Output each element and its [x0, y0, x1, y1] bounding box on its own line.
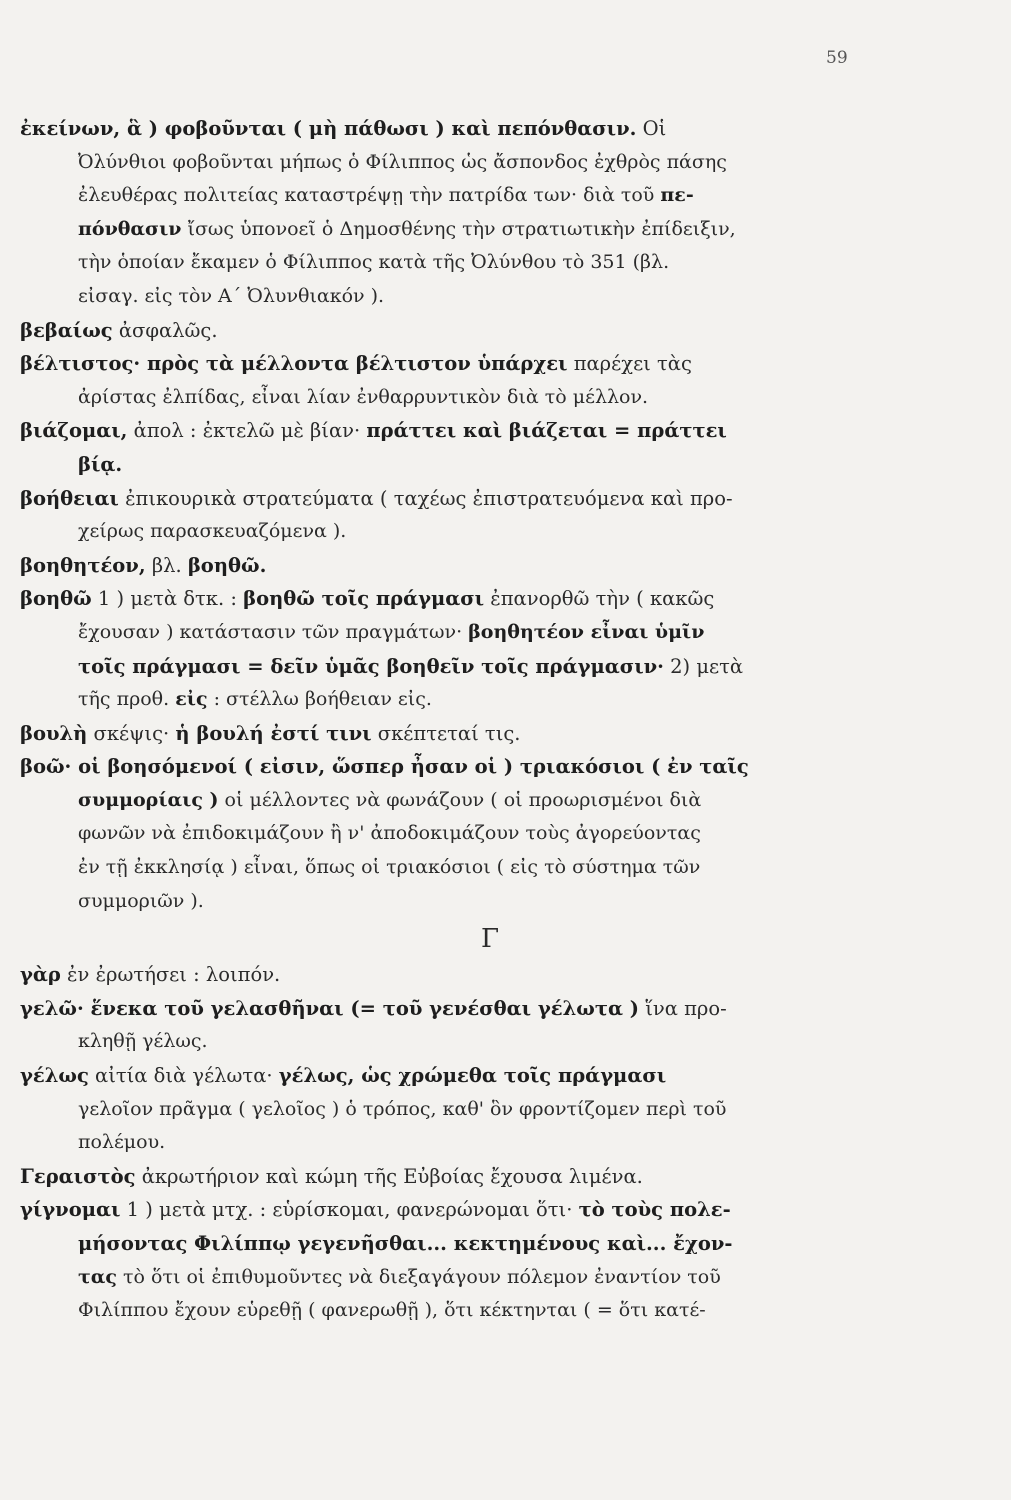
phrase-bold: ἡ βουλή ἐστί τινι — [175, 721, 372, 745]
entry-line: Ὀλύνθιοι φοβοῦνται μήπως ὁ Φίλιππος ὡς ἄσπονδος ἐχθρὸς πάσης — [78, 150, 727, 173]
entry-beltistos — [20, 347, 870, 414]
entry-text: Οἱ — [636, 117, 667, 140]
entry-text: τὸ ὅτι οἱ ἐπιθυμοῦντες νὰ διεξαγάγουν πόλεμον ἐναντίον τοῦ — [116, 1265, 721, 1288]
phrase-bold: τοῖς πράγμασι = δεῖν ὑμᾶς βοηθεῖν τοῖς πράγμασιν· — [78, 654, 664, 678]
headword: γὰρ — [20, 963, 61, 987]
definition: ἵνα προ- — [639, 996, 727, 1020]
headword: βοῶ· — [20, 755, 72, 779]
phrase-bold: μήσοντας Φιλίππῳ γεγενῆσθαι... κεκτημένους καὶ... ἔχον- — [78, 1232, 733, 1255]
entry-boetheiai — [20, 482, 870, 549]
definition: 1 ) μετὰ μτχ. : εὑρίσκομαι, φανερώνομαι ὅτι· — [120, 1198, 579, 1222]
entry-gelo — [20, 992, 870, 1059]
definition: ἐπικουρικὰ στρατεύματα ( ταχέως ἐπιστρατευόμενα καὶ προ- — [118, 486, 733, 510]
entry-text: ἴσως ὑπονοεῖ ὁ Δημοσθένης τὴν στρατιωτικὴν ἐπίδειξιν, — [181, 217, 736, 240]
phrase-bold: βίᾳ. — [78, 452, 123, 476]
entry-line: φωνῶν νὰ ἐπιδοκιμάζουν ἢ ν' ἀποδοκιμάζουν τοὺς ἀγορεύοντας — [78, 822, 701, 845]
entry-line: Φιλίππου ἔχουν εὑρεθῇ ( φανερωθῇ ), ὅτι κέκτηνται ( = ὅτι κατέ- — [78, 1299, 706, 1322]
entry-line: ἀρίστας ἐλπίδας, εἶναι λίαν ἐνθαρρυντικὸν διὰ τὸ μέλλον. — [78, 385, 649, 408]
definition: ἐπανορθῶ τὴν ( κακῶς — [484, 587, 715, 611]
definition: ἐν ἐρωτήσει : λοιπόν. — [60, 963, 281, 987]
phrase-bold: γέλως, ὡς χρώμεθα τοῖς πράγμασι — [278, 1064, 667, 1088]
definition: βλ. — [145, 553, 188, 577]
definition: ἀσφαλῶς. — [112, 318, 218, 342]
entry-text: τῆς προθ. — [78, 688, 176, 711]
phrase-bold: τὸ τοὺς πολε- — [578, 1198, 731, 1222]
glossary-body — [20, 112, 870, 1328]
phrase-bold: συμμορίαις ) — [78, 788, 219, 811]
entry-line: γελοῖον πρᾶγμα ( γελοῖος ) ὁ τρόπος, καθ' ὃν φροντίζομεν περὶ τοῦ — [78, 1097, 727, 1120]
definition: ἀκρωτήριον καὶ κώμη τῆς Εὐβοίας ἔχουσα λιμένα. — [135, 1164, 643, 1188]
headword: βιάζομαι, — [20, 419, 128, 443]
entry-text-bold: πόνθασιν — [78, 217, 182, 240]
phrase-bold: βοηθῶ τοῖς πράγμασι — [243, 587, 485, 611]
phrase-bold: εἰς — [175, 688, 208, 711]
section-letter: Γ — [480, 924, 500, 955]
page-number: 59 — [826, 48, 848, 68]
definition: ἀπολ : ἐκτελῶ μὲ βίαν· — [127, 419, 367, 443]
phrase-bold: πράττει καὶ βιάζεται = πράττει — [366, 419, 727, 443]
headword: βοηθῶ — [20, 587, 92, 611]
entry-text: ἔχουσαν ) κατάστασιν τῶν πραγμάτων· — [78, 620, 469, 643]
entry-gignomai — [20, 1193, 870, 1327]
entry-geraistos — [20, 1160, 870, 1194]
definition: αἰτία διὰ γέλωτα· — [88, 1064, 279, 1088]
headword: βοηθητέον, — [20, 553, 146, 577]
entry-biazomai — [20, 414, 870, 481]
definition: σκέπτεταί τις. — [371, 721, 521, 745]
phrase-bold: βοηθητέον εἶναι ὑμῖν — [468, 620, 705, 643]
entry-gar — [20, 958, 870, 992]
entry-boo — [20, 750, 870, 918]
headword: Γεραιστὸς — [20, 1164, 136, 1188]
headword: γέλως — [20, 1064, 89, 1088]
entry-text-bold: ἐκείνων, ἃ ) φοβοῦνται ( μὴ πάθωσι ) καὶ πεπόνθασιν. — [20, 117, 637, 140]
phrase-bold: ἕνεκα τοῦ γελασθῆναι (= τοῦ γενέσθαι γέλωτα ) — [83, 996, 640, 1020]
headword: γίγνομαι — [20, 1198, 121, 1222]
entry-boethiteon — [20, 549, 870, 583]
headword: βεβαίως — [20, 318, 113, 342]
entry-text: ἐλευθέρας πολιτείας καταστρέψῃ τὴν πατρίδα των· διὰ τοῦ — [78, 184, 661, 207]
definition: 1 ) μετὰ δτκ. : — [91, 587, 244, 611]
entry-line: ἐν τῇ ἐκκλησίᾳ ) εἶναι, ὅπως οἱ τριακόσιοι ( εἰς τὸ σύστημα τῶν — [78, 856, 701, 879]
entry-line: τὴν ὁποίαν ἔκαμεν ὁ Φίλιππος κατὰ τῆς Ὀλύνθου τὸ 351 (βλ. — [78, 251, 670, 274]
entry-line: χείρως παρασκευαζόμενα ). — [78, 520, 347, 543]
entry-text-bold: πε- — [660, 184, 694, 207]
entry-bebaios — [20, 314, 870, 348]
entry-boule — [20, 717, 870, 751]
definition: παρέχει τὰς — [567, 352, 692, 376]
entry-boetho — [20, 582, 870, 716]
entry-line: κληθῇ γέλως. — [78, 1030, 208, 1053]
entry-gelos — [20, 1059, 870, 1160]
entry-line: πολέμου. — [78, 1131, 166, 1154]
entry-text: 2) μετὰ — [663, 654, 744, 678]
entry-text: : στέλλω βοήθειαν εἰς. — [207, 688, 432, 711]
headword: βοήθειαι — [20, 486, 119, 510]
phrase-bold: τας — [78, 1265, 117, 1288]
entry-line: εἰσαγ. εἰς τὸν Α΄ Ὀλυνθιακόν ). — [78, 284, 385, 307]
entry-text: οἱ μέλλοντες νὰ φωνάζουν ( οἱ προωρισμένοι διὰ — [218, 788, 702, 811]
entry-line: συμμοριῶν ). — [78, 889, 204, 912]
entry-ekeinon — [20, 112, 870, 314]
headword: βέλτιστος· — [20, 352, 141, 376]
cross-reference: βοηθῶ. — [187, 553, 267, 577]
headword: βουλὴ — [20, 721, 88, 745]
headword: γελῶ· — [20, 996, 84, 1020]
phrase-bold: οἱ βοησόμενοί ( εἰσιν, ὥσπερ ἦσαν οἱ ) τριακόσιοι ( ἐν ταῖς — [71, 755, 749, 779]
phrase-bold: πρὸς τὰ μέλλοντα βέλτιστον ὑπάρχει — [140, 352, 568, 376]
definition: σκέψις· — [87, 721, 176, 745]
